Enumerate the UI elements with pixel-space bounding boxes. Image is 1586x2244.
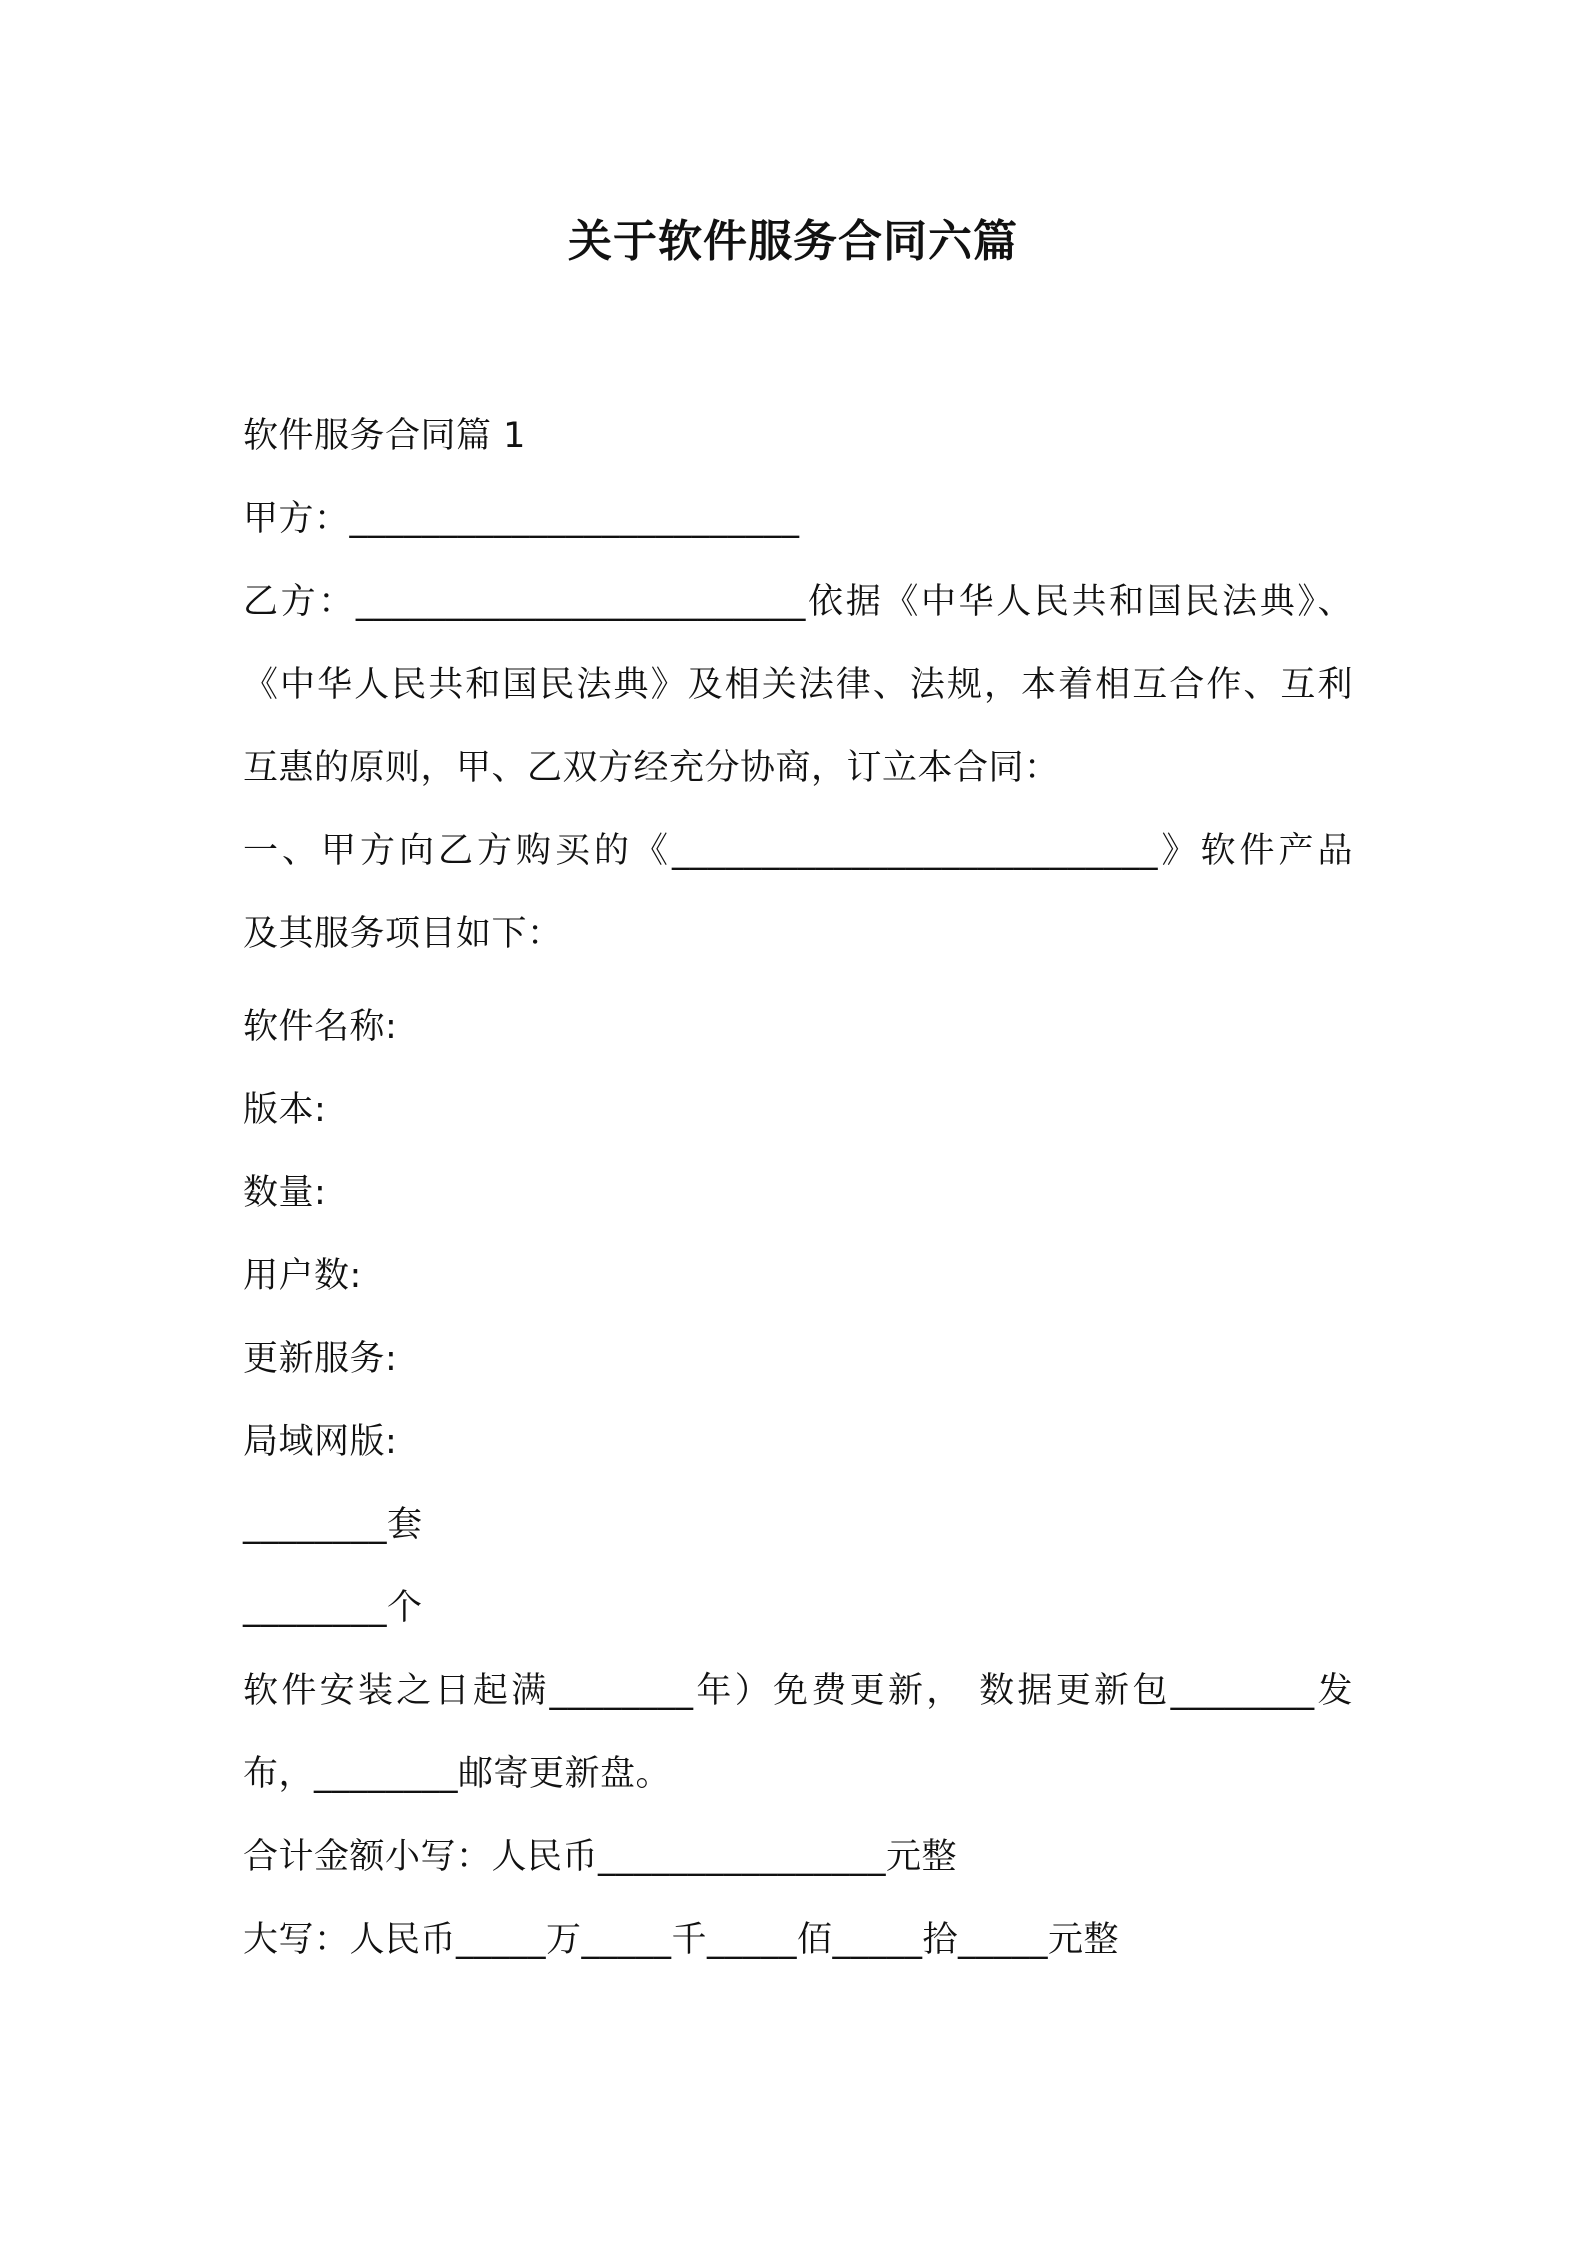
units-blank-line: ________个: [243, 1588, 423, 1628]
paragraph-line: 互惠的原则，甲、乙双方经充分协商，订立本合同：: [243, 748, 1060, 788]
amount-in-words-line: 大写：人民币_____万_____千_____佰_____拾_____元整: [243, 1920, 1120, 1960]
quantity-label: 数量:: [243, 1173, 327, 1213]
party-a-line: 甲方：_________________________: [243, 499, 800, 539]
total-amount-line: 合计金额小写：人民币________________元整: [243, 1837, 958, 1877]
party-b-line: 乙方：_________________________依据《中华人民共和国民法典》、: [243, 582, 1353, 622]
version-label: 版本:: [243, 1090, 327, 1130]
user-count-label: 用户数:: [243, 1256, 362, 1296]
update-service-label: 更新服务:: [243, 1339, 398, 1379]
paragraph-line: 布，________邮寄更新盘。: [243, 1754, 672, 1794]
lan-version-label: 局域网版:: [243, 1422, 398, 1462]
software-name-label: 软件名称:: [243, 1007, 398, 1047]
paragraph-line: 《中华人民共和国民法典》及相关法律、法规，本着相互合作、互利: [243, 665, 1353, 705]
paragraph-line: 及其服务项目如下：: [243, 914, 563, 954]
section-heading: 软件服务合同篇 1: [243, 416, 526, 456]
document-title: 关于软件服务合同六篇: [568, 216, 1018, 267]
clause-one-line: 一、甲方向乙方购买的《___________________________》软件产品: [243, 831, 1353, 871]
sets-blank-line: ________套: [243, 1505, 423, 1545]
update-terms-line: 软件安装之日起满________年）免费更新， 数据更新包________发: [243, 1671, 1353, 1711]
